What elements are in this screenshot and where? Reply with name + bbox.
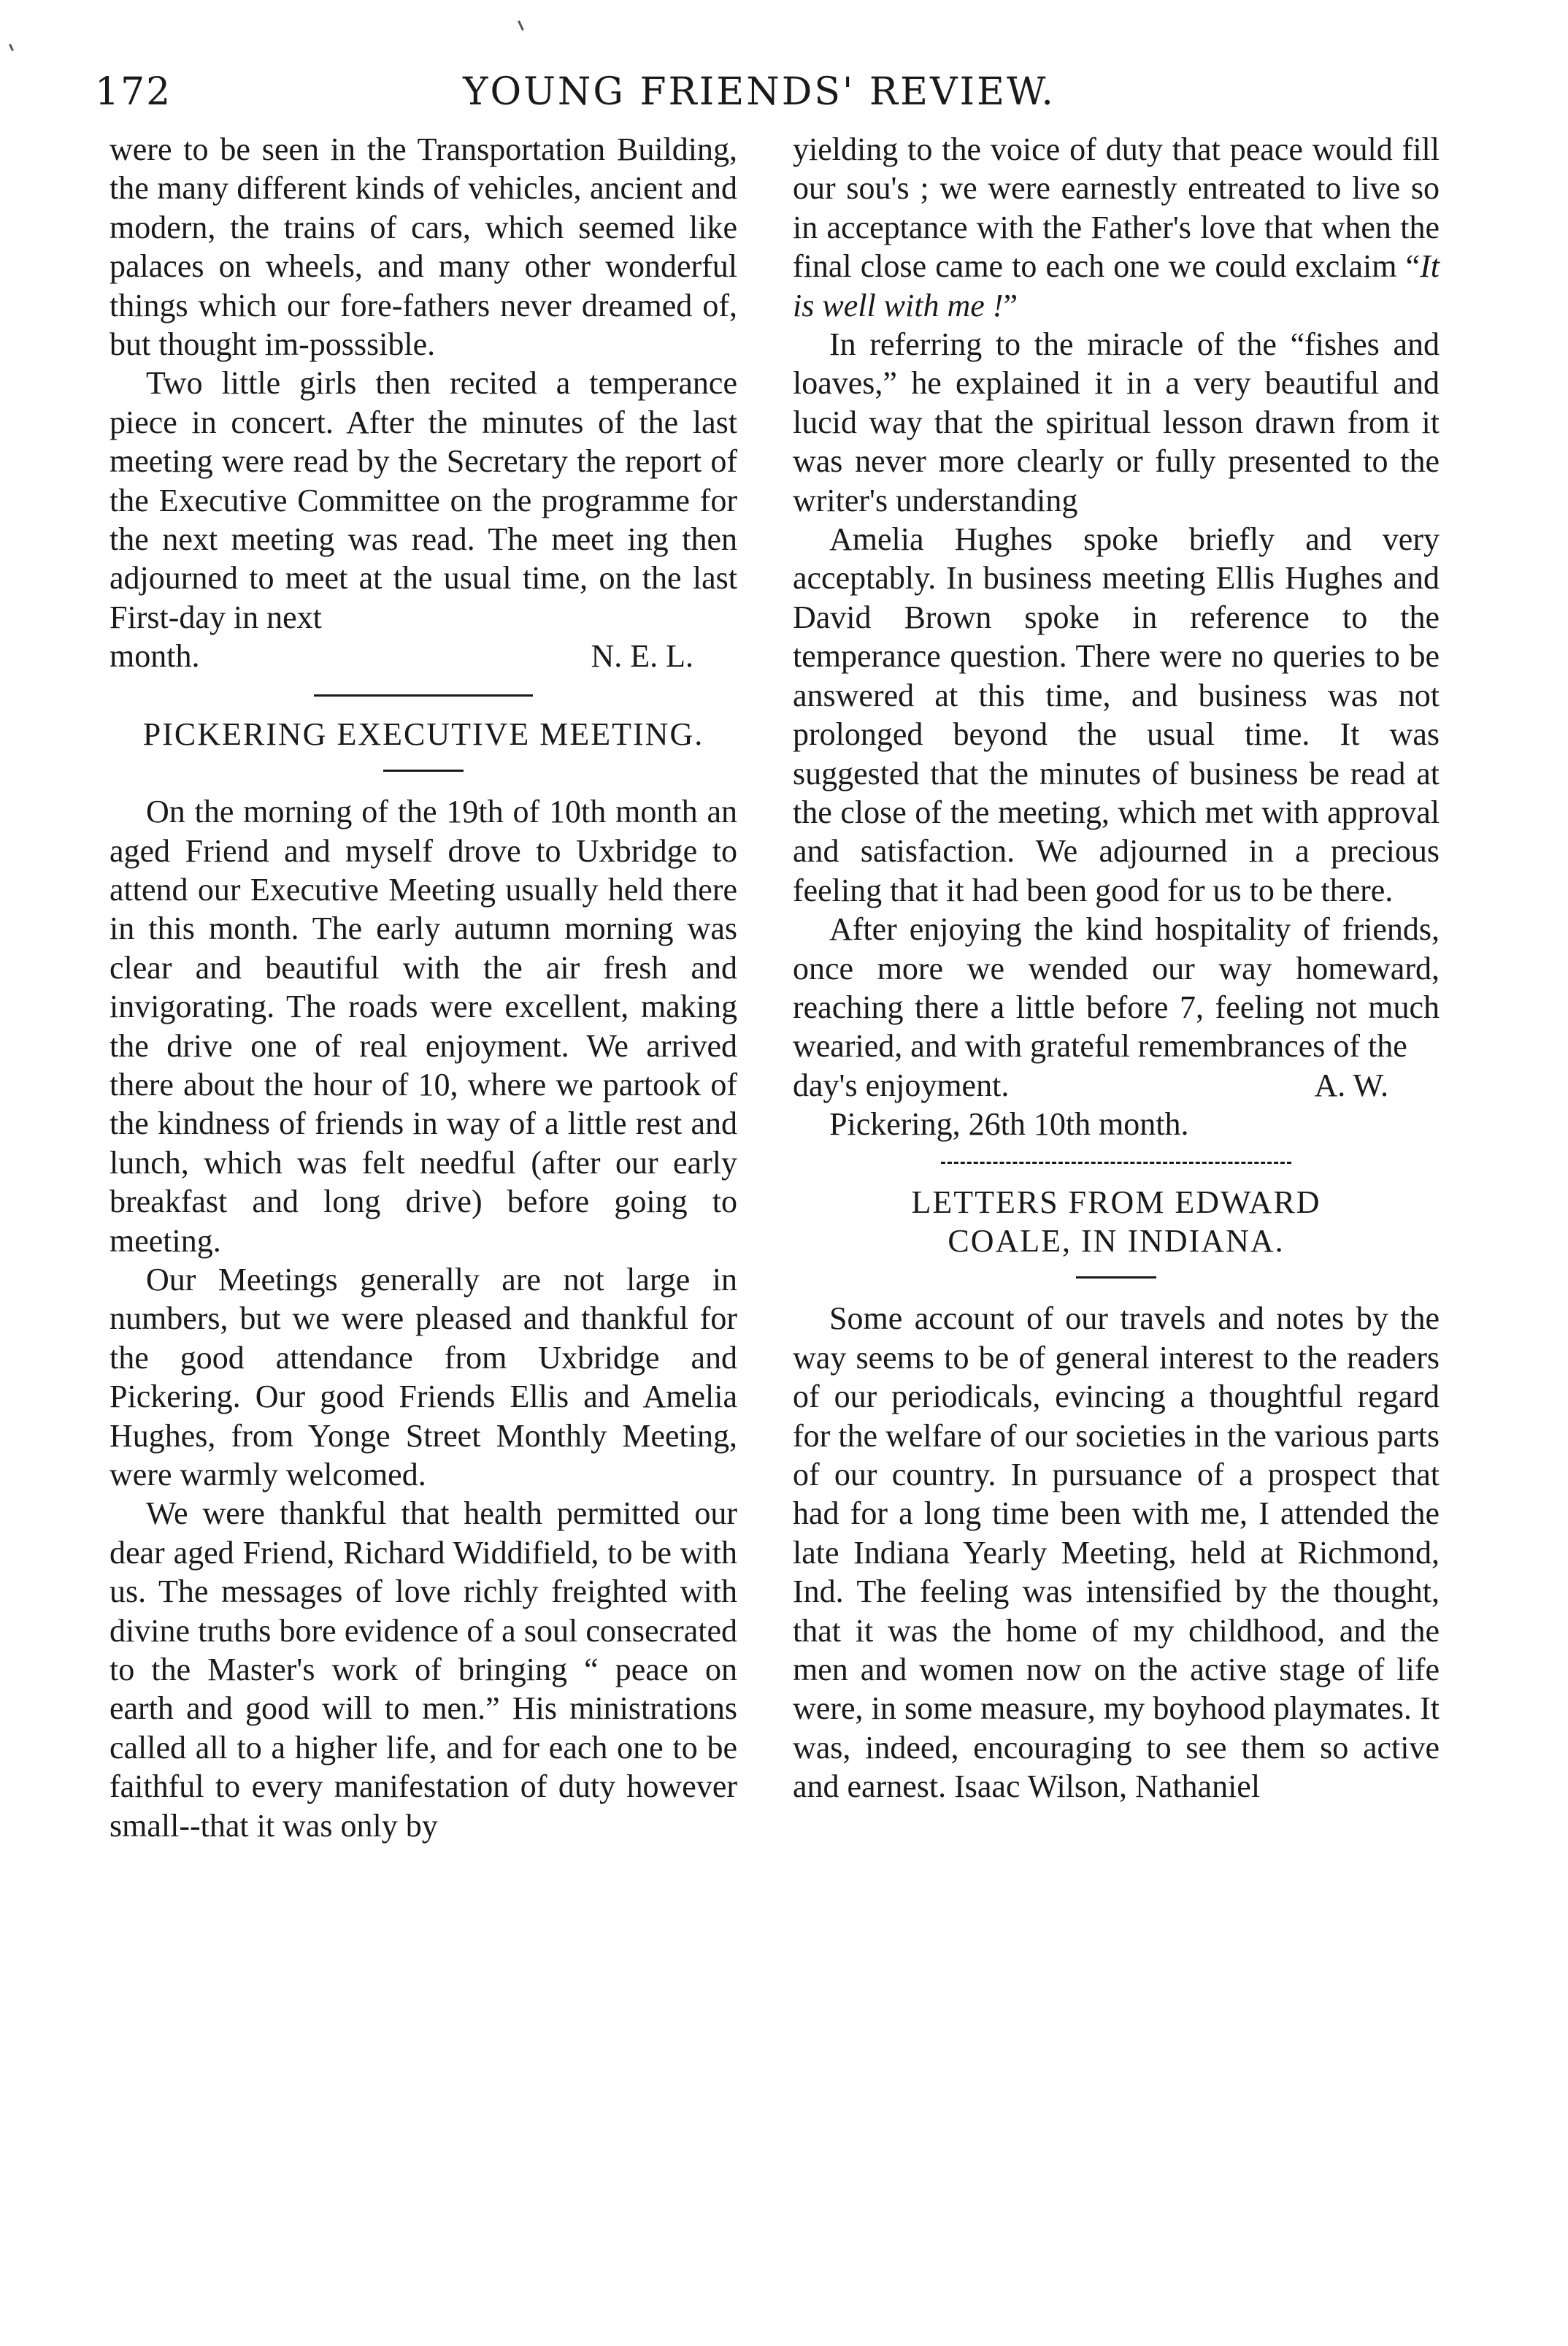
- paragraph-meetings: Our Meetings generally are not large in numbers, but we were pleased and thankful for the good attendance from Uxbridge and Pickering. Our good Friends Ellis and Amelia Hughes, from Yonge Street Monthly Meeting, were warmly welcomed.: [109, 1261, 737, 1492]
- paragraph-amelia-hughes: Amelia Hughes spoke briefly and very acceptably. In business meeting Ellis Hughes and David Brown spoke in reference to the temperance question. There were no queries to be answered at this time, and business was not prolonged beyond the usual time. It was suggested that the minutes of business be read at the close of the meeting, which met with approval and satisfaction. We adjourned in a precious feeling that it had been good for us to be there.: [793, 521, 1440, 908]
- section-divider: [314, 694, 533, 697]
- quote-close: ”: [1003, 287, 1018, 323]
- paragraph-yielding-text: yielding to the voice of duty that peace would fill our sou's ; we were earnestly entreated to live so in acceptance with the Father's love that when the final close came to each one we could exclaim “: [793, 131, 1440, 285]
- running-title: YOUNG FRIENDS' REVIEW.: [463, 70, 1056, 114]
- page-header: [95, 70, 1423, 129]
- right-column: [793, 130, 1440, 1806]
- paragraph-temperance-recital: Two little girls then recited a temperance piece in concert. After the minutes of the last meeting were read by the Secretary the report of the Executive Committee on the programme for the next meeting was read. The meet ing then adjourned to meet at the usual time, on the last First-day in next: [109, 365, 737, 635]
- print-speck: [518, 20, 524, 31]
- paragraph-morning-drive: On the morning of the 19th of 10th month an aged Friend and myself drove to Uxbridge to attend our Executive Meeting usually held there in this month. The early autumn morning was clear and beautiful with the air fresh and invigorating. The roads were excellent, making the drive one of real enjoyment. We arrived there about the hour of 10, where we partook of the kindness of friends in way of a little rest and lunch, which was felt needful (after our early breakfast and long drive) before going to meeting.: [109, 794, 737, 1259]
- section-title-letters: LETTERS FROM EDWARD: [911, 1184, 1321, 1220]
- signature-line: [109, 637, 737, 675]
- section-title-pickering: PICKERING EXECUTIVE MEETING.: [142, 716, 704, 752]
- place-date: Pickering, 26th 10th month.: [829, 1106, 1189, 1143]
- quote-italic: It is well with me !: [793, 248, 1440, 323]
- paragraph-richard-widdifield: We were thankful that health permitted our dear aged Friend, Richard Widdifield, to be with us. The messages of love richly freighted with divine truths bore evidence of a soul consecrated to the Master's work of bringing “ peace on earth and good will to men.” His ministrations called all to a higher life, and for each one to be faithful to every manifestation of duty however small--that it was only by: [109, 1495, 737, 1844]
- title-rule: [1076, 1276, 1156, 1279]
- section-title-letters-line2: COALE, IN INDIANA.: [948, 1222, 1285, 1259]
- last-line-text: day's enjoyment.: [793, 1067, 1010, 1103]
- paragraph-travels: Some account of our travels and notes by the way seems to be of general interest to the readers of our periodicals, evincing a thoughtful regard for the welfare of our societies in the various parts of our country. In pursuance of a prospect that had for a long time been with me, I attended the late Indiana Yearly Meeting, held at Richmond, Ind. The feeling was intensified by the thought, that it was the home of my childhood, and the men and women now on the active stage of life were, in some measure, my boyhood playmates. It was, indeed, encouraging to see them so active and earnest. Isaac Wilson, Nathaniel: [793, 1300, 1440, 1805]
- signature-line: [793, 1066, 1440, 1105]
- paragraph-fishes-loaves: In referring to the miracle of the “fishes and loaves,” he explained it in a very beautiful and lucid way that the spiritual lesson drawn from it was never more clearly or fully presented to the writer's understanding: [793, 326, 1440, 518]
- signature-aw: A. W.: [1314, 1067, 1388, 1103]
- print-speck: [9, 44, 14, 51]
- left-column: [109, 130, 737, 1845]
- paragraph-yielding: [793, 130, 1440, 325]
- last-line-text: month.: [109, 638, 200, 675]
- paragraph-hospitality: After enjoying the kind hospitality of friends, once more we wended our way homeward, reaching there a little before 7, feeling not much wearied, and with grateful remembrances of the: [793, 911, 1440, 1065]
- title-rule: [383, 770, 464, 772]
- section-divider: [941, 1162, 1291, 1164]
- page-number: 172: [95, 70, 172, 114]
- paragraph-transportation: were to be seen in the Transportation Building, the many different kinds of vehicles, ancient and modern, the trains of cars, which seemed like palaces on wheels, and many other wonderful things which our fore-fathers never dreamed of, but thought im-posssible.: [109, 131, 737, 363]
- signature-nel: N. E. L.: [591, 638, 693, 675]
